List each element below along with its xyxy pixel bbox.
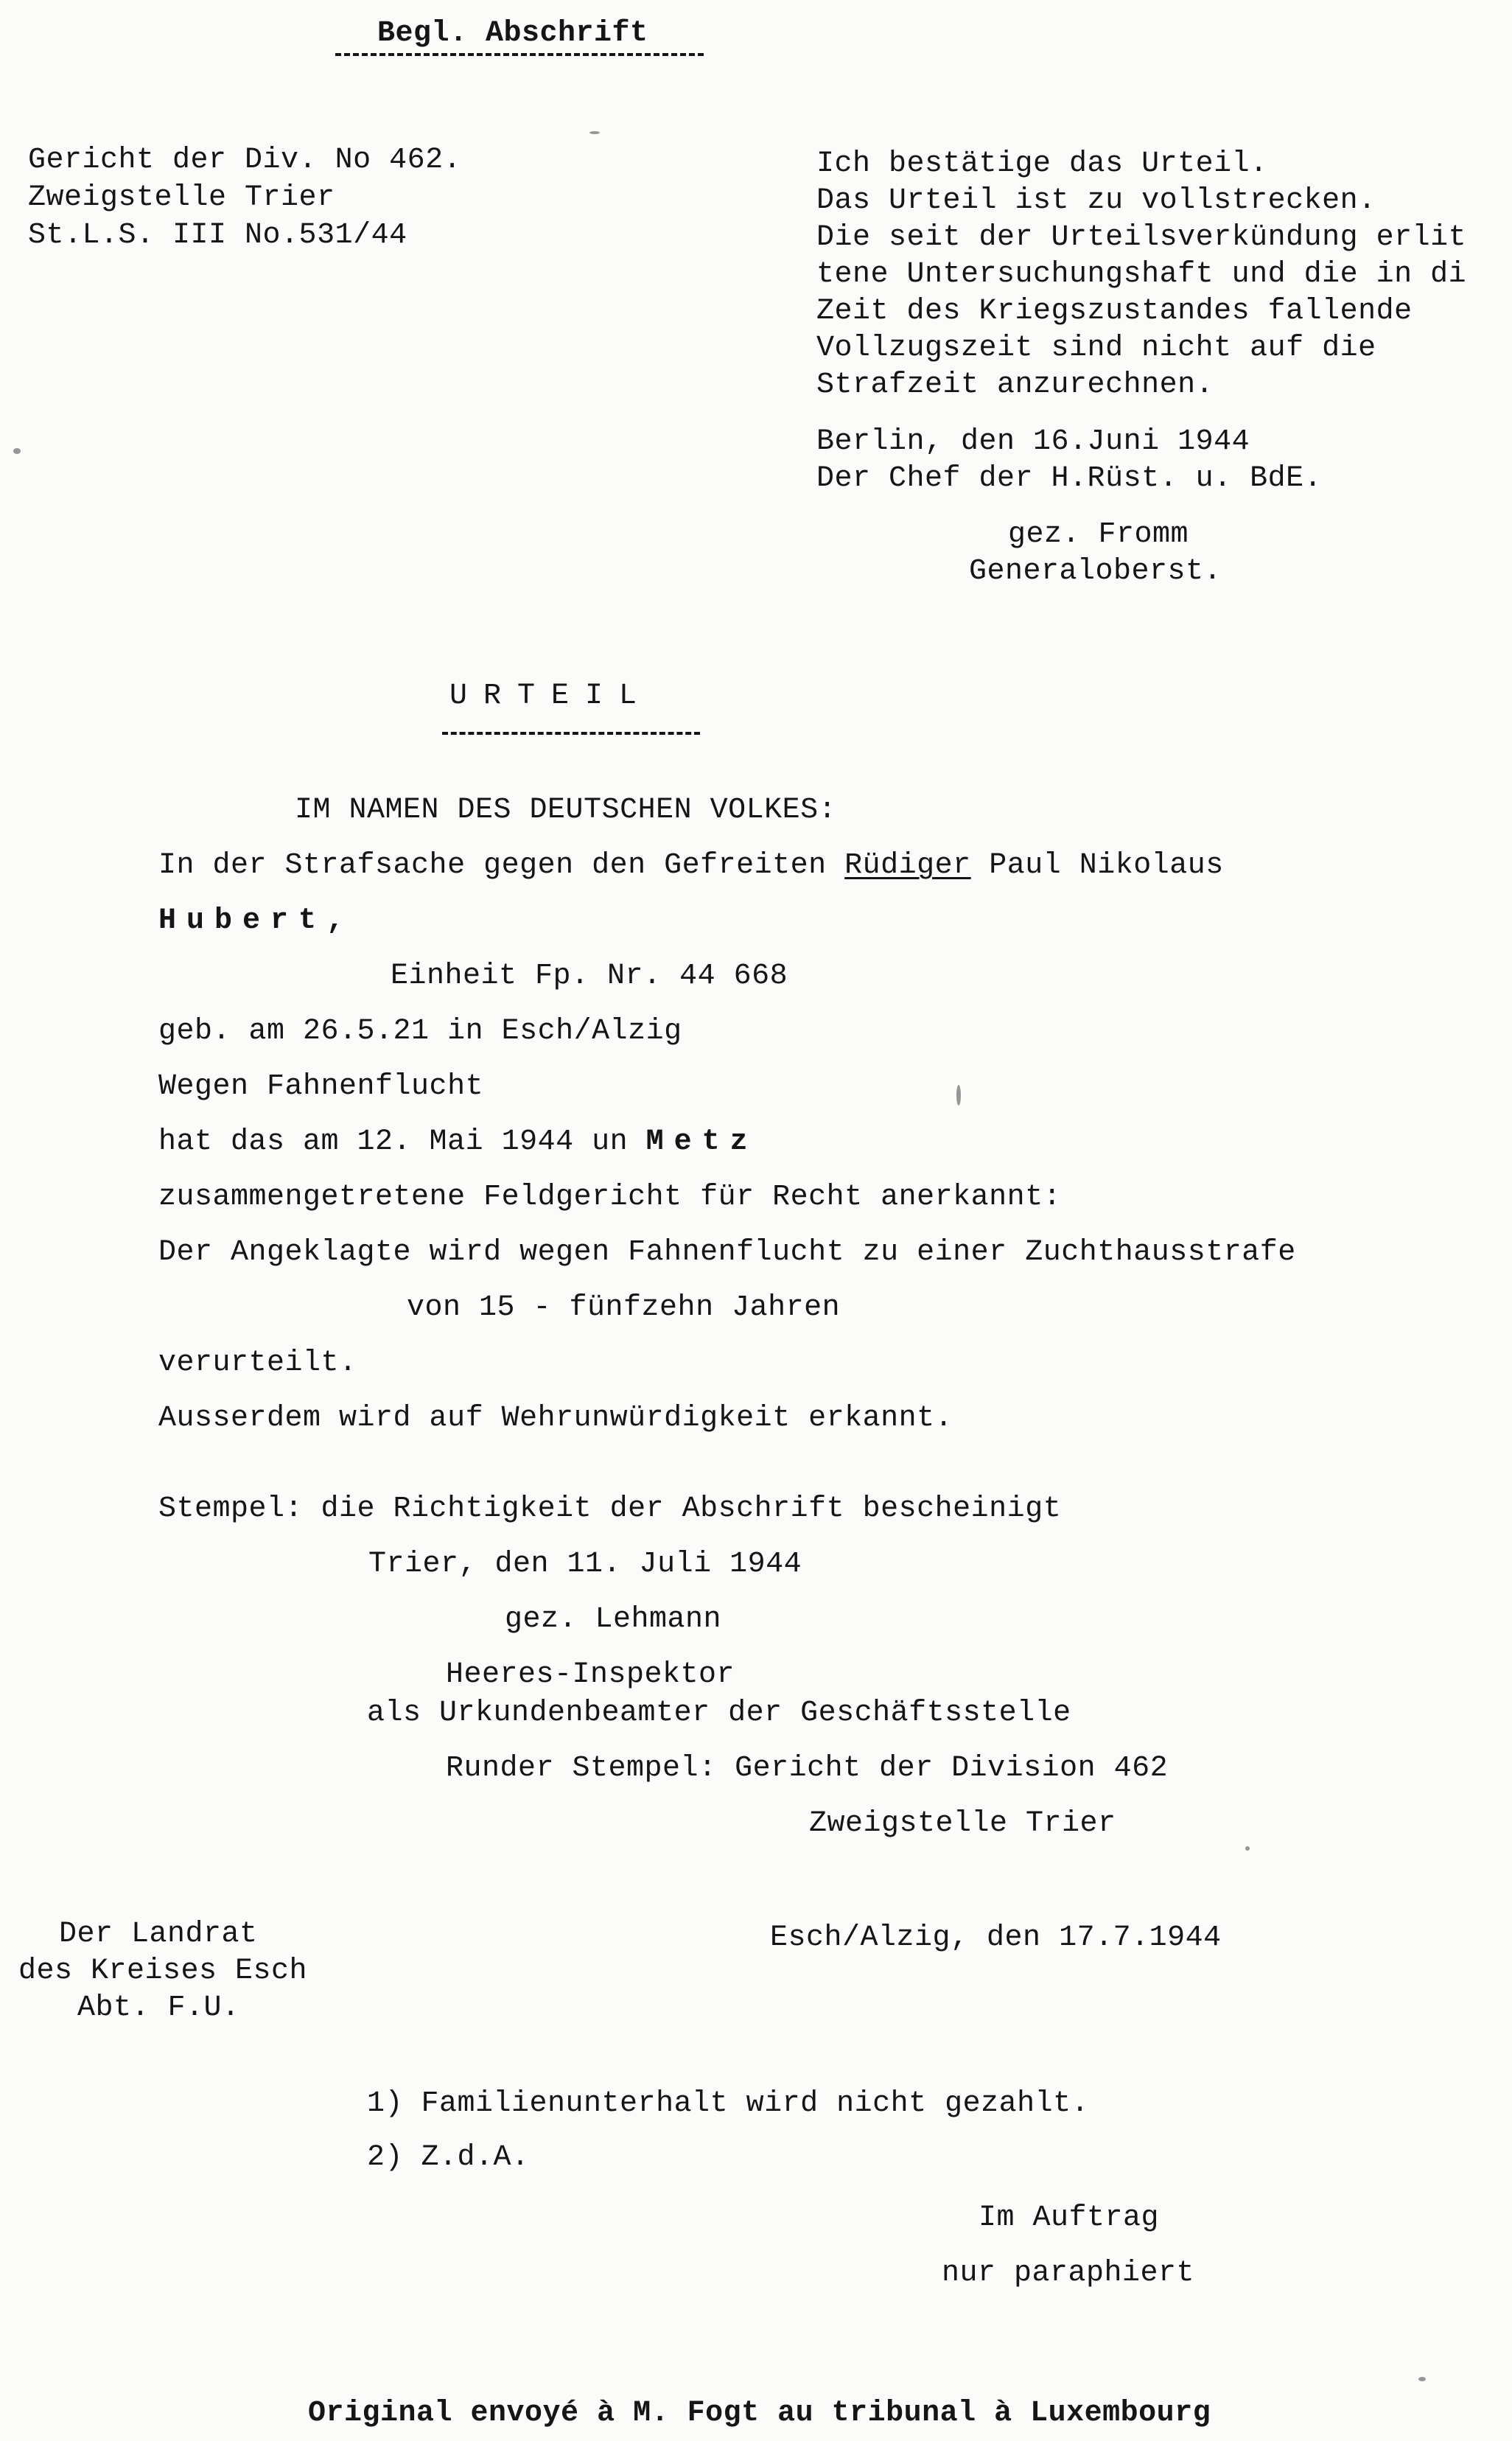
confirmation-rank: Generaloberst. (969, 555, 1222, 588)
additional-penalty: Ausserdem wird auf Wehrunwürdigkeit erkannt. (158, 1402, 953, 1435)
confirmation-line: Die seit der Urteilsverkündung erlit (816, 221, 1467, 254)
scan-speck (13, 448, 21, 454)
court-date: hat das am 12. Mai 1944 un (158, 1125, 646, 1159)
confirmation-line: Zeit des Kriegszustandes fallende (816, 295, 1413, 328)
confirmation-line: Das Urteil ist zu vollstrecken. (816, 184, 1376, 217)
sentence-term: von 15 - fünfzehn Jahren (407, 1291, 841, 1324)
landrat-line-2: des Kreises Esch (18, 1955, 308, 1988)
title-rule (335, 53, 704, 56)
landrat-item-2: 2) Z.d.A. (367, 2141, 530, 2174)
confirmation-line: tene Untersuchungshaft und die in di (816, 258, 1467, 291)
sentence-line: Der Angeklagte wird wegen Fahnenflucht zu einer Zuchthausstrafe (158, 1236, 1296, 1269)
landrat-line-3: Abt. F.U. (77, 1991, 240, 2025)
defendant-surname: Hubert, (158, 904, 355, 937)
scan-speck (589, 131, 600, 134)
defendant-birth: geb. am 26.5.21 in Esch/Alzig (158, 1015, 682, 1048)
certification-title-1: Heeres-Inspektor (446, 1658, 735, 1691)
court-line-3: St.L.S. III No.531/44 (28, 219, 407, 252)
verdict-heading: URTEIL (449, 680, 654, 713)
scan-speck (1418, 2377, 1426, 2381)
certification-place-date: Trier, den 11. Juli 1944 (368, 1548, 802, 1581)
confirmation-line: Strafzeit anzurechnen. (816, 369, 1214, 402)
verdict-heading-rule (442, 732, 700, 735)
certification-signature: gez. Lehmann (505, 1603, 722, 1636)
scan-speck (956, 1085, 961, 1106)
certification-stamp: Stempel: die Richtigkeit der Abschrift bescheinigt (158, 1492, 1062, 1526)
confirmation-line: Vollzugszeit sind nicht auf die (816, 332, 1376, 365)
confirmation-office: Der Chef der H.Rüst. u. BdE. (816, 462, 1323, 495)
case-line (158, 851, 1224, 881)
round-stamp: Runder Stempel: Gericht der Division 462 (446, 1752, 1169, 1785)
case-prefix: In der Strafsache gegen den Gefreiten (158, 849, 845, 882)
court-place: Metz (645, 1125, 758, 1159)
court-line-2: Zweigstelle Trier (28, 181, 335, 214)
convicted: verurteilt. (158, 1347, 357, 1380)
verdict-preamble: IM NAMEN DES DEUTSCHEN VOLKES: (295, 794, 837, 827)
stamp-branch: Zweigstelle Trier (809, 1807, 1116, 1840)
landrat-initialed: nur paraphiert (942, 2257, 1195, 2290)
confirmation-signature: gez. Fromm (1008, 518, 1189, 551)
landrat-order: Im Auftrag (979, 2201, 1160, 2235)
landrat-line-1: Der Landrat (59, 1918, 258, 1951)
court-assembled: zusammengetretene Feldgericht für Recht anerkannt: (158, 1181, 1062, 1214)
document-title: Begl. Abschrift (377, 17, 648, 50)
court-line-1: Gericht der Div. No 462. (28, 144, 462, 177)
certification-title-2: als Urkundenbeamter der Geschäftsstelle (367, 1697, 1071, 1730)
footer-note: Original envoyé à M. Fogt au tribunal à Luxembourg (308, 2397, 1211, 2430)
scan-speck (1245, 1846, 1250, 1851)
defendant-first-name: Rüdiger (844, 849, 971, 882)
landrat-item-1: 1) Familienunterhalt wird nicht gezahlt. (367, 2087, 1090, 2120)
case-suffix: Paul Nikolaus (970, 849, 1224, 882)
landrat-place-date: Esch/Alzig, den 17.7.1944 (770, 1921, 1222, 1955)
defendant-unit: Einheit Fp. Nr. 44 668 (391, 960, 788, 993)
court-date-line (158, 1125, 758, 1159)
charge: Wegen Fahnenflucht (158, 1070, 484, 1103)
confirmation-place-date: Berlin, den 16.Juni 1944 (816, 425, 1250, 458)
confirmation-line: Ich bestätige das Urteil. (816, 147, 1268, 181)
